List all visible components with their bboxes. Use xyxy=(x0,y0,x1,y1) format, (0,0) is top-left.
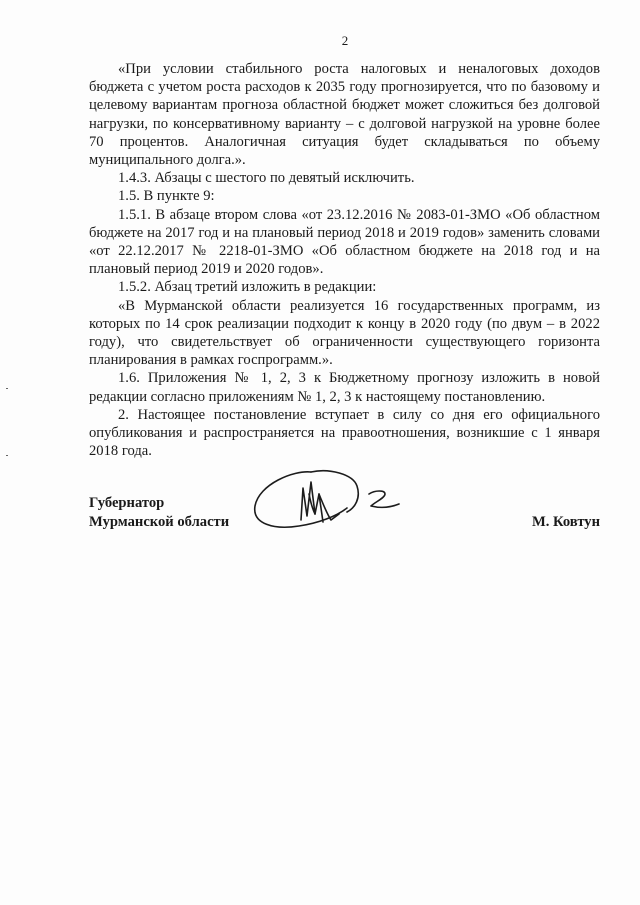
handwritten-signature xyxy=(249,464,419,549)
scan-dot xyxy=(6,455,8,456)
paragraph-quote-state-programs: «В Мурманской области реализуется 16 государственных программ, из которых по 14 срок реализации подходит к концу в 2020 году (по двум – в 2022 году), что свидетельствует об ограниченности существующего горизонта планирования в рамках госпрограмм.». xyxy=(89,297,600,369)
signature-block xyxy=(89,494,600,544)
paragraph-1-5-1: 1.5.1. В абзаце втором слова «от 23.12.2016 № 2083-01-ЗМО «Об областном бюджете на 2017 год и на плановый период 2018 и 2019 годов» заменить словами «от 22.12.2017 № 2218-01-ЗМО «Об областном бюджете на 2018 год и на плановый период 2019 и 2020 годов». xyxy=(89,206,600,278)
paragraph-1-5-2: 1.5.2. Абзац третий изложить в редакции: xyxy=(118,279,377,296)
signatory-name: М. Ковтун xyxy=(531,514,600,530)
signatory-title xyxy=(89,494,229,532)
page-number: 2 xyxy=(341,33,349,48)
signatory-title-line-1: Губернатор xyxy=(89,495,165,511)
paragraph-1-5: 1.5. В пункте 9: xyxy=(118,188,215,205)
signatory-title-line-2: Мурманской области xyxy=(89,514,230,530)
paragraph-quote-budget-forecast: «При условии стабильного роста налоговых и неналоговых доходов бюджета с учетом роста расходов к 2035 году прогнозируется, что по базовому и целевому вариантам прогноза областной бюджет может сложиться без долговой нагрузки, по консервативному варианту – с долговой нагрузкой на уровне более 70 процентов. Аналогичная ситуация будет складываться по объему муниципального долга.». xyxy=(89,61,600,169)
paragraph-2: 2. Настоящее постановление вступает в силу со дня его официального опубликования и распространяется на правоотношения, возникшие с 1 января 2018 года. xyxy=(89,406,600,460)
document-body xyxy=(89,60,600,460)
scan-dot xyxy=(6,388,8,389)
paragraph-1-6: 1.6. Приложения № 1, 2, 3 к Бюджетному прогнозу изложить в новой редакции согласно приложениям № 1, 2, 3 к настоящему постановлению. xyxy=(89,370,600,405)
paragraph-1-4-3: 1.4.3. Абзацы с шестого по девятый исключить. xyxy=(118,170,415,187)
